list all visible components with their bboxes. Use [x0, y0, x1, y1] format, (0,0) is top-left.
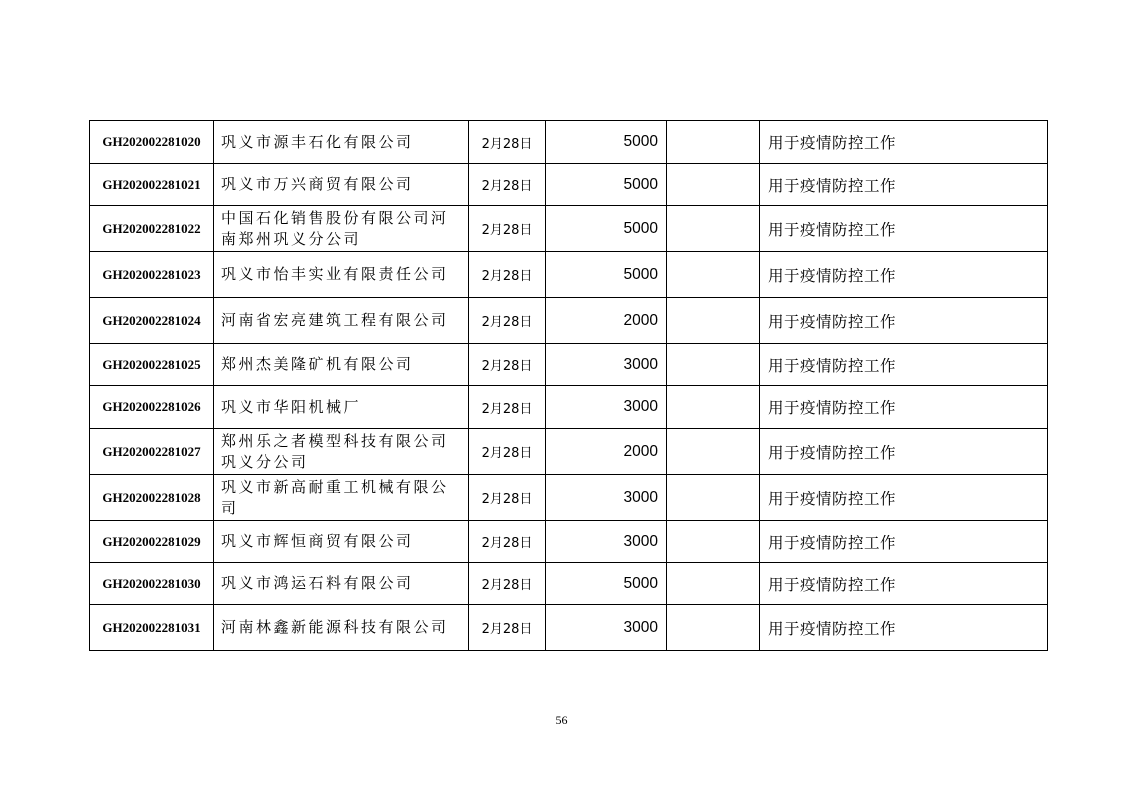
donation-date: 2月28日 — [469, 206, 546, 252]
donation-purpose: 用于疫情防控工作 — [760, 605, 1048, 651]
donation-purpose: 用于疫情防控工作 — [760, 563, 1048, 605]
donation-amount: 2000 — [546, 298, 667, 344]
empty-cell — [667, 521, 760, 563]
donation-date: 2月28日 — [469, 475, 546, 521]
record-id: GH202002281023 — [90, 252, 214, 298]
table-row — [90, 164, 1048, 206]
empty-cell — [667, 164, 760, 206]
donation-amount: 3000 — [546, 386, 667, 429]
record-id: GH202002281031 — [90, 605, 214, 651]
donation-purpose: 用于疫情防控工作 — [760, 475, 1048, 521]
record-id: GH202002281030 — [90, 563, 214, 605]
donation-date: 2月28日 — [469, 121, 546, 164]
donation-date: 2月28日 — [469, 298, 546, 344]
donation-date: 2月28日 — [469, 344, 546, 386]
record-id: GH202002281022 — [90, 206, 214, 252]
donor-name: 河南林鑫新能源科技有限公司 — [214, 605, 469, 651]
donation-purpose: 用于疫情防控工作 — [760, 164, 1048, 206]
table-row — [90, 563, 1048, 605]
donation-date: 2月28日 — [469, 164, 546, 206]
donation-amount: 5000 — [546, 252, 667, 298]
record-id: GH202002281021 — [90, 164, 214, 206]
empty-cell — [667, 563, 760, 605]
table-row — [90, 206, 1048, 252]
empty-cell — [667, 475, 760, 521]
donation-amount: 5000 — [546, 206, 667, 252]
table-row — [90, 521, 1048, 563]
record-id: GH202002281026 — [90, 386, 214, 429]
table-row — [90, 386, 1048, 429]
donation-purpose: 用于疫情防控工作 — [760, 386, 1048, 429]
donation-date: 2月28日 — [469, 521, 546, 563]
page-number: 56 — [555, 713, 568, 727]
donation-amount: 3000 — [546, 521, 667, 563]
donor-name: 巩义市源丰石化有限公司 — [214, 121, 469, 164]
record-id: GH202002281020 — [90, 121, 214, 164]
donation-purpose: 用于疫情防控工作 — [760, 344, 1048, 386]
donor-name: 巩义市新高耐重工机械有限公司 — [214, 475, 469, 521]
empty-cell — [667, 252, 760, 298]
table-row — [90, 429, 1048, 475]
record-id: GH202002281025 — [90, 344, 214, 386]
table-row — [90, 605, 1048, 651]
donation-amount: 3000 — [546, 475, 667, 521]
donor-name: 郑州杰美隆矿机有限公司 — [214, 344, 469, 386]
table-row — [90, 344, 1048, 386]
record-id: GH202002281027 — [90, 429, 214, 475]
donor-name: 郑州乐之者模型科技有限公司巩义分公司 — [214, 429, 469, 475]
donation-date: 2月28日 — [469, 386, 546, 429]
donation-purpose: 用于疫情防控工作 — [760, 206, 1048, 252]
donation-amount: 3000 — [546, 344, 667, 386]
donation-purpose: 用于疫情防控工作 — [760, 252, 1048, 298]
donor-name: 中国石化销售股份有限公司河南郑州巩义分公司 — [214, 206, 469, 252]
donation-date: 2月28日 — [469, 605, 546, 651]
empty-cell — [667, 206, 760, 252]
donation-table — [89, 120, 1048, 651]
donation-purpose: 用于疫情防控工作 — [760, 521, 1048, 563]
donation-table-body — [90, 121, 1048, 651]
donation-purpose: 用于疫情防控工作 — [760, 298, 1048, 344]
table-row — [90, 298, 1048, 344]
empty-cell — [667, 386, 760, 429]
table-row — [90, 252, 1048, 298]
donor-name: 巩义市鸿运石料有限公司 — [214, 563, 469, 605]
record-id: GH202002281024 — [90, 298, 214, 344]
table-row — [90, 475, 1048, 521]
donation-purpose: 用于疫情防控工作 — [760, 429, 1048, 475]
donor-name: 河南省宏亮建筑工程有限公司 — [214, 298, 469, 344]
donation-date: 2月28日 — [469, 252, 546, 298]
donor-name: 巩义市万兴商贸有限公司 — [214, 164, 469, 206]
donation-date: 2月28日 — [469, 563, 546, 605]
empty-cell — [667, 298, 760, 344]
donation-amount: 5000 — [546, 164, 667, 206]
donation-amount: 2000 — [546, 429, 667, 475]
donation-purpose: 用于疫情防控工作 — [760, 121, 1048, 164]
donation-amount: 5000 — [546, 563, 667, 605]
empty-cell — [667, 344, 760, 386]
empty-cell — [667, 429, 760, 475]
empty-cell — [667, 121, 760, 164]
record-id: GH202002281028 — [90, 475, 214, 521]
donor-name: 巩义市华阳机械厂 — [214, 386, 469, 429]
donor-name: 巩义市怡丰实业有限责任公司 — [214, 252, 469, 298]
record-id: GH202002281029 — [90, 521, 214, 563]
donation-amount: 3000 — [546, 605, 667, 651]
empty-cell — [667, 605, 760, 651]
donor-name: 巩义市辉恒商贸有限公司 — [214, 521, 469, 563]
donation-amount: 5000 — [546, 121, 667, 164]
donation-date: 2月28日 — [469, 429, 546, 475]
table-row — [90, 121, 1048, 164]
